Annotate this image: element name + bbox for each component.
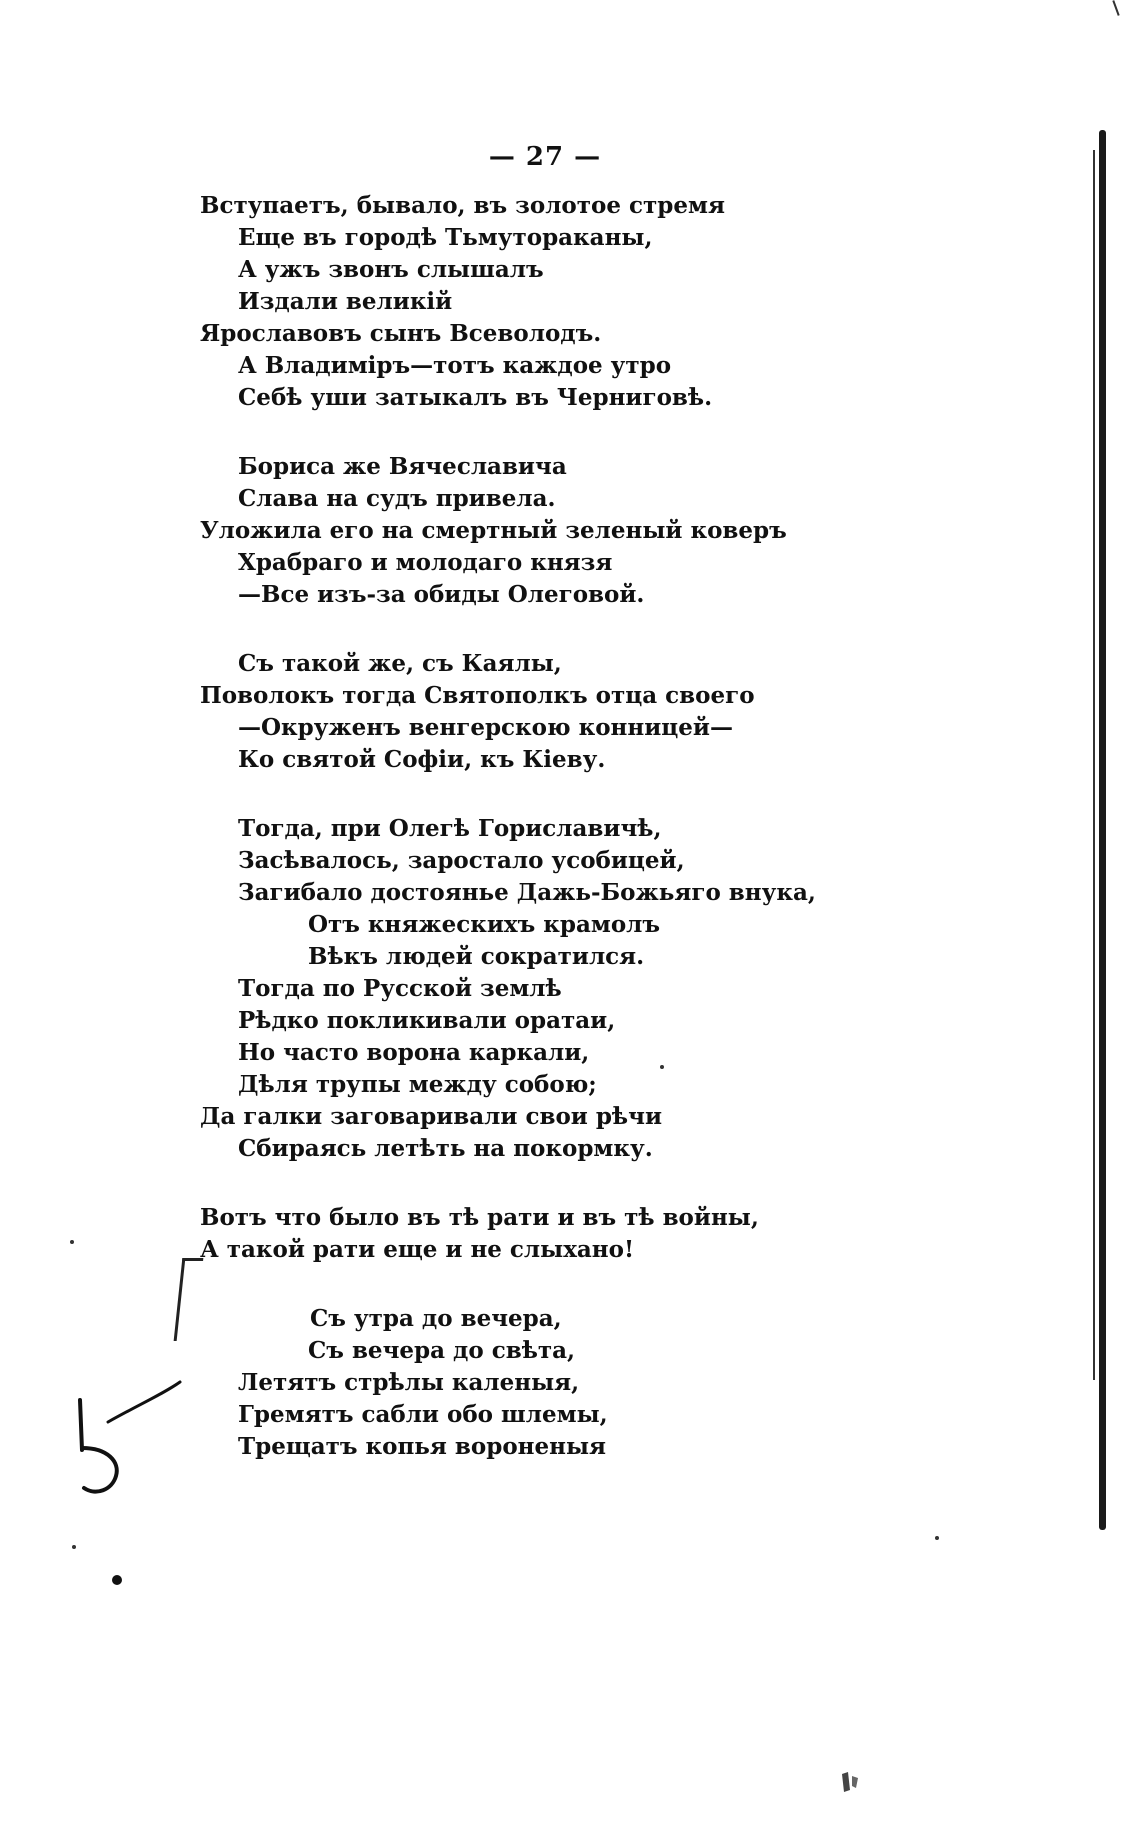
poem-line: Вступаетъ, бывало, въ золотое стремя	[200, 192, 725, 219]
scan-corner-mark	[1112, 0, 1119, 16]
poem-line: Слава на судъ привела.	[238, 485, 556, 512]
poem-line: Да галки заговаривали свои рѣчи	[200, 1103, 662, 1130]
stanza-4	[200, 813, 900, 1165]
poem-line: А такой рати еще и не слыхано!	[200, 1236, 635, 1263]
poem-line: Издали великій	[238, 288, 453, 315]
poem-line: Тогда по Русской землѣ	[238, 975, 562, 1002]
poem-line: Съ утра до вечера,	[310, 1305, 562, 1332]
page-number: — 27 —	[488, 142, 602, 172]
poem-line: Сбираясь летѣть на покормку.	[238, 1135, 653, 1162]
poem-line: —Окруженъ венгерскою конницей—	[238, 714, 733, 741]
ink-spot	[112, 1575, 122, 1585]
poem-line: Гремятъ сабли обо шлемы,	[238, 1401, 608, 1428]
poem-line: Съ такой же, съ Каялы,	[238, 650, 562, 677]
poem-line: Еще въ городѣ Тьмутораканы,	[238, 224, 653, 251]
scan-smudge	[838, 1770, 862, 1794]
poem-line: Вѣкъ людей сократился.	[308, 943, 645, 970]
poem-line: Храбраго и молодаго князя	[238, 549, 613, 576]
binding-edge-line	[1093, 150, 1095, 1380]
poem-line: А ужъ звонъ слышалъ	[238, 256, 544, 283]
poem-line: Ко святой Софіи, къ Кіеву.	[238, 746, 606, 773]
poem-line: Уложила его на смертный зеленый коверъ	[200, 517, 787, 544]
poem-line: Но часто ворона каркали,	[238, 1039, 590, 1066]
poem-line: Летятъ стрѣлы каленыя,	[238, 1369, 580, 1396]
stanza-3	[200, 648, 900, 776]
ink-speck	[70, 1240, 74, 1244]
poem-line: Тогда, при Олегѣ Гориславичѣ,	[238, 815, 662, 842]
stanza-5	[200, 1202, 900, 1266]
stanza-1	[200, 190, 900, 414]
poem-line: Загибало достоянье Дажь-Божьяго внука,	[238, 879, 816, 906]
ink-speck	[72, 1545, 76, 1549]
poem-line: Отъ княжескихъ крамолъ	[308, 911, 661, 938]
ink-speck	[935, 1536, 939, 1540]
poem-line: Ярославовъ сынъ Всеволодъ.	[200, 320, 602, 347]
stanza-6	[200, 1303, 900, 1463]
margin-bracket-mark	[174, 1258, 204, 1341]
poem-text	[200, 190, 900, 1500]
ink-speck	[660, 1065, 664, 1069]
poem-line: —Все изъ-за обиды Олеговой.	[238, 581, 645, 608]
binding-shadow	[1099, 130, 1106, 1530]
poem-line: Рѣдко покликивали оратаи,	[238, 1007, 616, 1034]
poem-line: Засѣвалось, заростало усобицей,	[238, 847, 685, 874]
stanza-2	[200, 451, 900, 611]
poem-line: Дѣля трупы между собою;	[238, 1071, 597, 1098]
poem-line: А Владиміръ—тотъ каждое утро	[238, 352, 672, 379]
poem-line: Бориса же Вячеславича	[238, 453, 567, 480]
poem-line: Поволокъ тогда Святополкъ отца своего	[200, 682, 755, 709]
poem-line: Съ вечера до свѣта,	[308, 1337, 576, 1364]
poem-line: Себѣ уши затыкалъ въ Черниговѣ.	[238, 384, 713, 411]
poem-line: Трещатъ копья вороненыя	[238, 1433, 607, 1460]
poem-line: Вотъ что было въ тѣ рати и въ тѣ войны,	[200, 1204, 759, 1231]
handwritten-numeral-mark	[68, 1370, 188, 1500]
